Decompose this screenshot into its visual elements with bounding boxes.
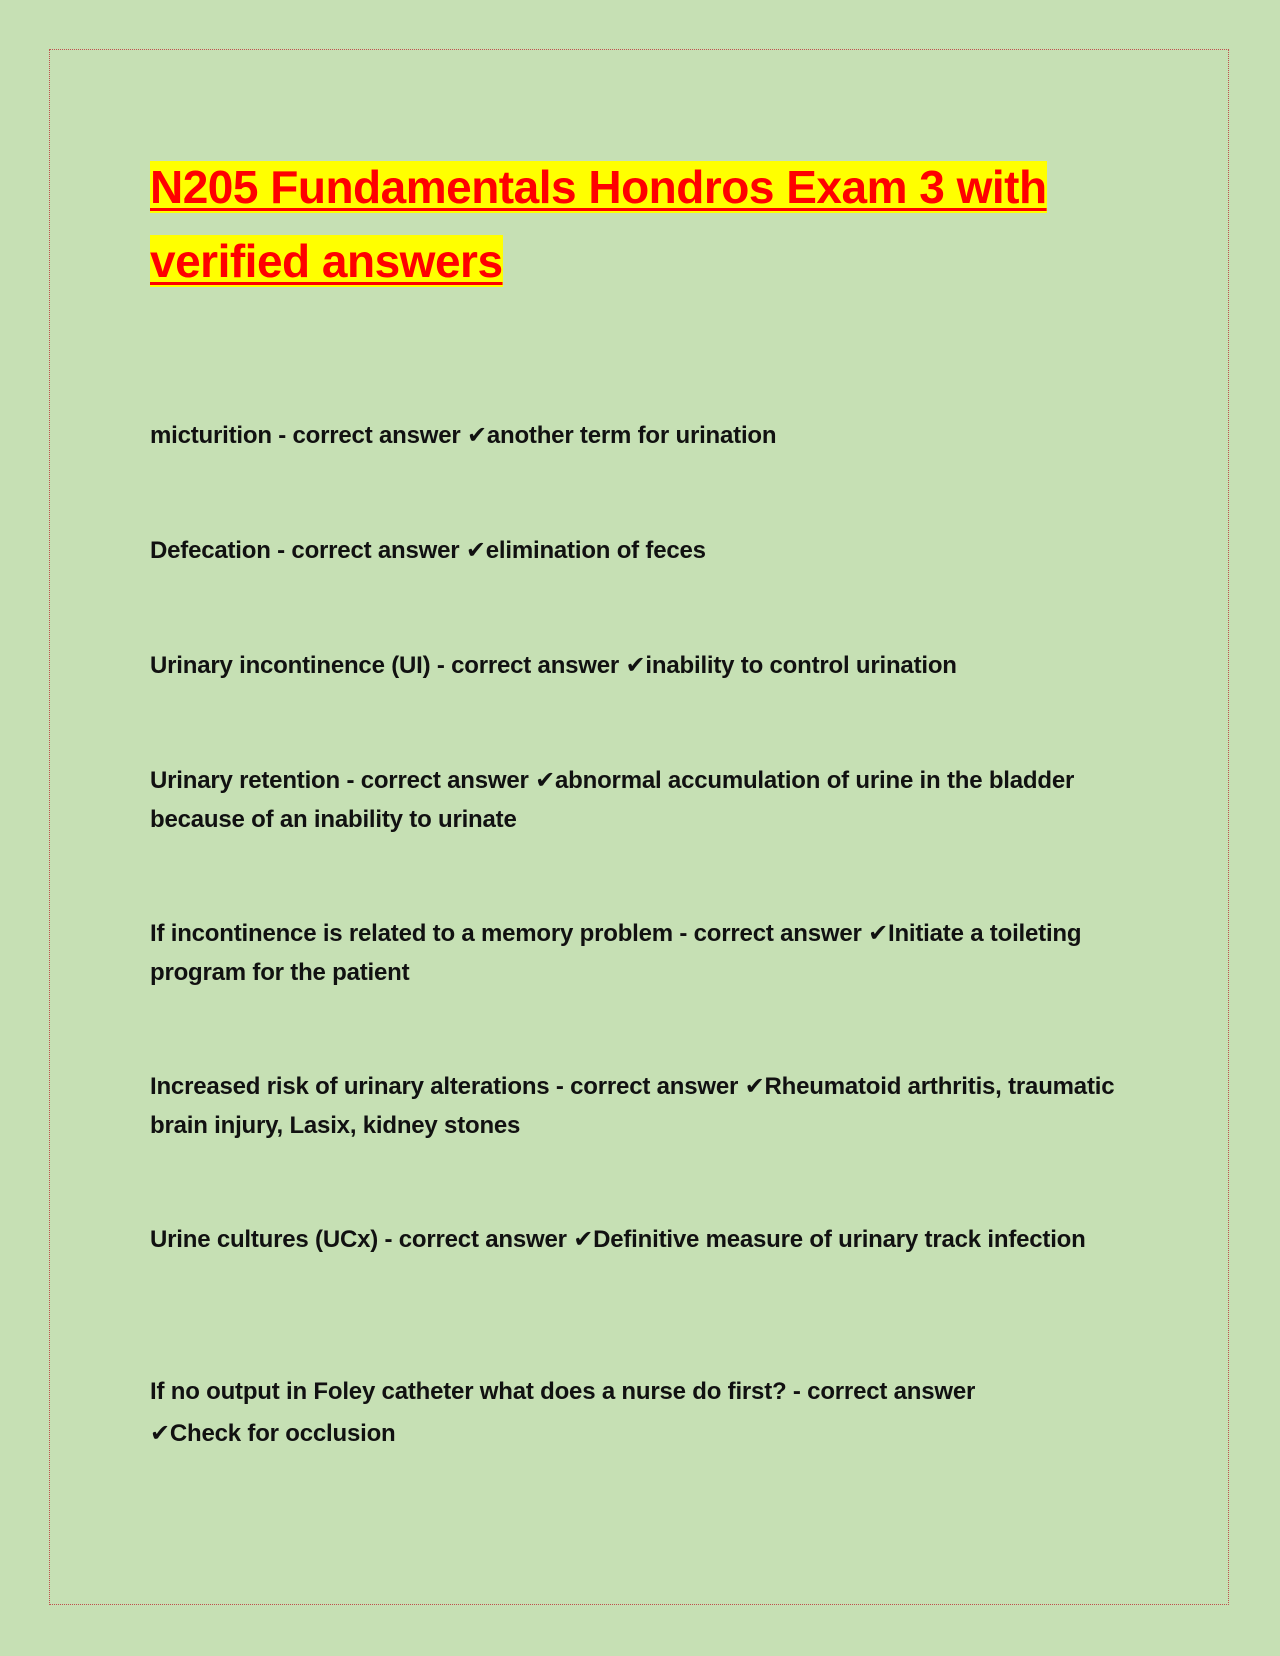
qa-item: Increased risk of urinary alterations - correct answer ✔Rheumatoid arthritis, traumatic brain injury, Lasix, kidney stones	[150, 1073, 1115, 1139]
document-body	[150, 150, 1120, 1447]
qa-item: If incontinence is related to a memory problem - correct answer ✔Initiate a toileting program for the patient	[150, 920, 1082, 986]
qa-item: micturition - correct answer ✔another term for urination	[150, 422, 777, 449]
qa-item: Urinary incontinence (UI) - correct answer ✔inability to control urination	[150, 652, 957, 679]
qa-item: If no output in Foley catheter what does a nurse do first? - correct answer ✔Check for occlusion	[150, 1378, 976, 1447]
qa-item: Urinary retention - correct answer ✔abnormal accumulation of urine in the bladder because of an inability to urinate	[150, 767, 1075, 833]
qa-item: Defecation - correct answer ✔elimination of feces	[150, 537, 706, 564]
qa-item: Urine cultures (UCx) - correct answer ✔Definitive measure of urinary track infection	[150, 1226, 1086, 1253]
document-title: N205 Fundamentals Hondros Exam 3 with verified answers	[150, 161, 1047, 287]
